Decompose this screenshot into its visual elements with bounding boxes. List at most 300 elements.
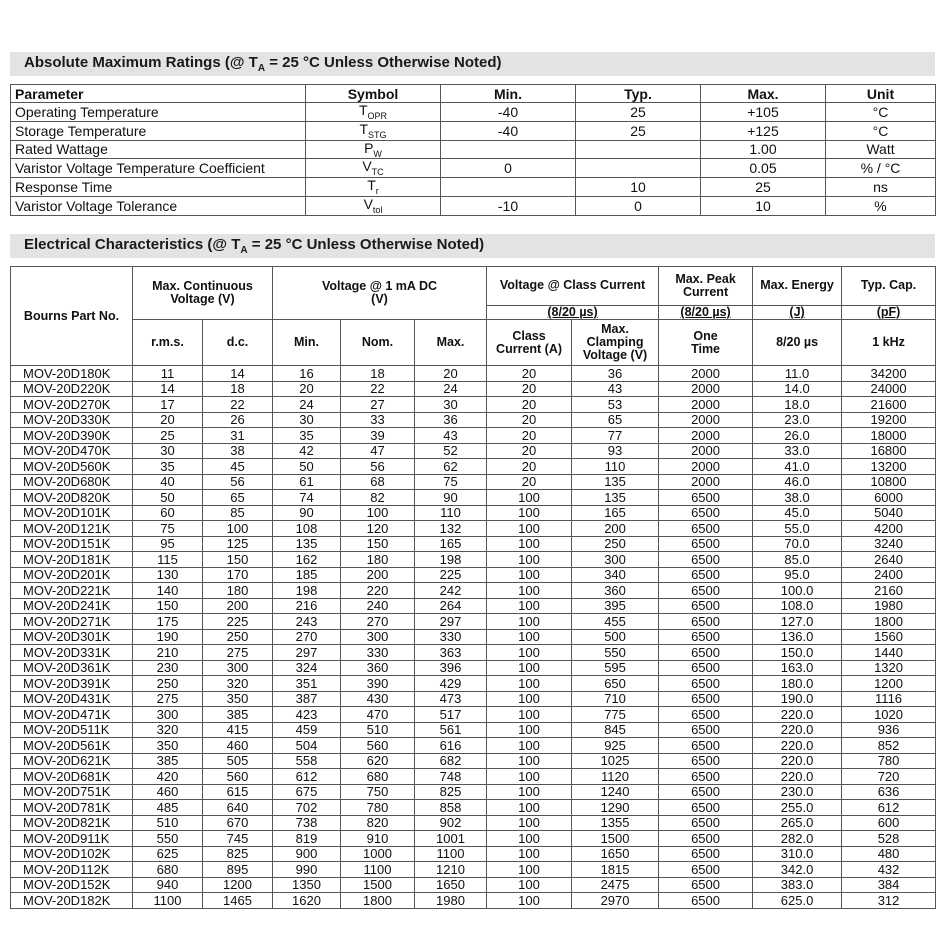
ec-cell-max: 396 — [415, 660, 487, 676]
ec-cell-part-no: MOV-20D152K — [11, 877, 133, 893]
ec-cell-rms: 1100 — [133, 893, 203, 909]
ec-cell-capacitance: 5040 — [842, 505, 936, 521]
ec-cell-min: 675 — [273, 784, 341, 800]
ec-cell-clamping-voltage: 135 — [572, 474, 659, 490]
ec-cell-max: 20 — [415, 366, 487, 382]
ec-row — [11, 738, 936, 754]
amr-row — [11, 159, 936, 178]
ec-cell-capacitance: 720 — [842, 769, 936, 785]
ec-cell-clamping-voltage: 2970 — [572, 893, 659, 909]
ec-cell-peak-current: 6500 — [659, 660, 753, 676]
ec-header-max: Max. — [415, 320, 487, 366]
ec-cell-part-no: MOV-20D560K — [11, 459, 133, 475]
ec-header-voltage-class: Voltage @ Class Current — [487, 267, 659, 306]
ec-cell-max: 429 — [415, 676, 487, 692]
ec-row — [11, 428, 936, 444]
ec-cell-part-no: MOV-20D221K — [11, 583, 133, 599]
ec-cell-rms: 40 — [133, 474, 203, 490]
ec-cell-class-current: 100 — [487, 784, 572, 800]
ec-cell-nom: 910 — [341, 831, 415, 847]
ec-cell-max: 36 — [415, 412, 487, 428]
ec-cell-clamping-voltage: 455 — [572, 614, 659, 630]
ec-cell-dc: 22 — [203, 397, 273, 413]
ec-cell-max: 297 — [415, 614, 487, 630]
ec-row — [11, 536, 936, 552]
amr-cell-typ: 0 — [576, 196, 701, 215]
ec-cell-dc: 300 — [203, 660, 273, 676]
ec-cell-dc: 150 — [203, 552, 273, 568]
ec-cell-capacitance: 1800 — [842, 614, 936, 630]
ec-cell-part-no: MOV-20D101K — [11, 505, 133, 521]
ec-row — [11, 707, 936, 723]
amr-symbol-subscript: tol — [372, 204, 383, 215]
ec-cell-max: 748 — [415, 769, 487, 785]
ec-row — [11, 784, 936, 800]
amr-cell-parameter: Rated Wattage — [11, 140, 306, 159]
ec-row — [11, 676, 936, 692]
ec-cell-capacitance: 6000 — [842, 490, 936, 506]
ec-cell-rms: 300 — [133, 707, 203, 723]
ec-cell-dc: 640 — [203, 800, 273, 816]
ec-row — [11, 691, 936, 707]
ec-cell-max: 132 — [415, 521, 487, 537]
ec-cell-capacitance: 312 — [842, 893, 936, 909]
amr-title — [24, 54, 502, 74]
ec-cell-dc: 26 — [203, 412, 273, 428]
amr-cell-unit: °C — [826, 103, 936, 122]
amr-symbol-letter: T — [367, 177, 376, 194]
ec-cell-nom: 47 — [341, 443, 415, 459]
ec-cell-part-no: MOV-20D301K — [11, 629, 133, 645]
ec-cell-rms: 50 — [133, 490, 203, 506]
ec-cell-min: 990 — [273, 862, 341, 878]
ec-row — [11, 459, 936, 475]
ec-cell-min: 24 — [273, 397, 341, 413]
ec-cell-min: 504 — [273, 738, 341, 754]
ec-cell-min: 74 — [273, 490, 341, 506]
ec-cell-clamping-voltage: 710 — [572, 691, 659, 707]
ec-cell-dc: 320 — [203, 676, 273, 692]
ec-header-row-3 — [11, 320, 936, 366]
ec-cell-energy: 45.0 — [753, 505, 842, 521]
ec-cell-dc: 65 — [203, 490, 273, 506]
ec-title-band — [10, 234, 935, 258]
amr-cell-min — [441, 178, 576, 197]
ec-cell-energy: 26.0 — [753, 428, 842, 444]
ec-cell-dc: 18 — [203, 381, 273, 397]
amr-cell-parameter: Operating Temperature — [11, 103, 306, 122]
ec-row — [11, 645, 936, 661]
amr-symbol-letter: P — [364, 140, 374, 156]
ec-cell-peak-current: 6500 — [659, 707, 753, 723]
ec-cell-energy: 255.0 — [753, 800, 842, 816]
ec-cell-nom: 560 — [341, 738, 415, 754]
ec-cell-min: 1350 — [273, 877, 341, 893]
ec-cell-peak-current: 6500 — [659, 583, 753, 599]
amr-symbol-subscript: STG — [368, 129, 387, 140]
ec-cell-max: 561 — [415, 722, 487, 738]
ec-cell-energy: 220.0 — [753, 753, 842, 769]
ec-cell-dc: 385 — [203, 707, 273, 723]
ec-cell-energy: 163.0 — [753, 660, 842, 676]
ec-cell-rms: 20 — [133, 412, 203, 428]
ec-cell-dc: 670 — [203, 815, 273, 831]
ec-row — [11, 505, 936, 521]
ec-header-class-current: Class Current (A) — [487, 320, 572, 366]
ec-cell-part-no: MOV-20D241K — [11, 598, 133, 614]
ec-cell-energy: 150.0 — [753, 645, 842, 661]
ec-cell-rms: 17 — [133, 397, 203, 413]
ec-header-voltage-1ma: Voltage @ 1 mA DC (V) — [273, 267, 487, 320]
ec-cell-energy: 220.0 — [753, 707, 842, 723]
ec-cell-clamping-voltage: 1240 — [572, 784, 659, 800]
ec-cell-part-no: MOV-20D621K — [11, 753, 133, 769]
ec-row — [11, 831, 936, 847]
amr-header-typ: Typ. — [576, 85, 701, 103]
ec-cell-clamping-voltage: 43 — [572, 381, 659, 397]
ec-cell-rms: 210 — [133, 645, 203, 661]
ec-cell-max: 682 — [415, 753, 487, 769]
ec-cell-class-current: 100 — [487, 893, 572, 909]
ec-cell-clamping-voltage: 77 — [572, 428, 659, 444]
ec-cell-max: 1100 — [415, 846, 487, 862]
ec-row — [11, 846, 936, 862]
ec-cell-max: 1210 — [415, 862, 487, 878]
ec-cell-nom: 820 — [341, 815, 415, 831]
amr-cell-typ — [576, 159, 701, 178]
amr-title-tail: = 25 °C Unless Otherwise Noted) — [265, 54, 502, 71]
amr-cell-max: +105 — [701, 103, 826, 122]
ec-cell-peak-current: 2000 — [659, 412, 753, 428]
ec-cell-rms: 115 — [133, 552, 203, 568]
amr-symbol-subscript: r — [375, 185, 379, 196]
ec-cell-clamping-voltage: 135 — [572, 490, 659, 506]
ec-cell-max: 616 — [415, 738, 487, 754]
ec-row — [11, 412, 936, 428]
ec-cell-energy: 41.0 — [753, 459, 842, 475]
ec-cell-capacitance: 600 — [842, 815, 936, 831]
ec-cell-min: 900 — [273, 846, 341, 862]
amr-row — [11, 178, 936, 197]
ec-cell-peak-current: 6500 — [659, 629, 753, 645]
ec-cell-peak-current: 6500 — [659, 877, 753, 893]
ec-cell-max: 330 — [415, 629, 487, 645]
amr-cell-symbol — [306, 103, 441, 122]
ec-cell-peak-current: 6500 — [659, 893, 753, 909]
amr-cell-symbol — [306, 121, 441, 140]
ec-cell-dc: 225 — [203, 614, 273, 630]
ec-cell-nom: 18 — [341, 366, 415, 382]
ec-cell-min: 20 — [273, 381, 341, 397]
ec-cell-rms: 275 — [133, 691, 203, 707]
ec-cell-part-no: MOV-20D561K — [11, 738, 133, 754]
ec-cell-peak-current: 6500 — [659, 490, 753, 506]
ec-cell-energy: 342.0 — [753, 862, 842, 878]
amr-cell-typ: 10 — [576, 178, 701, 197]
ec-cell-peak-current: 2000 — [659, 428, 753, 444]
ec-cell-nom: 1500 — [341, 877, 415, 893]
ec-cell-dc: 180 — [203, 583, 273, 599]
ec-cell-rms: 510 — [133, 815, 203, 831]
ec-cell-capacitance: 4200 — [842, 521, 936, 537]
ec-cell-capacitance: 480 — [842, 846, 936, 862]
amr-header-symbol: Symbol — [306, 85, 441, 103]
ec-cell-energy: 127.0 — [753, 614, 842, 630]
ec-cell-part-no: MOV-20D201K — [11, 567, 133, 583]
ec-cell-energy: 265.0 — [753, 815, 842, 831]
ec-cell-part-no: MOV-20D182K — [11, 893, 133, 909]
amr-cell-parameter: Response Time — [11, 178, 306, 197]
amr-cell-min — [441, 140, 576, 159]
ec-cell-peak-current: 6500 — [659, 753, 753, 769]
ec-cell-min: 185 — [273, 567, 341, 583]
ec-cell-clamping-voltage: 300 — [572, 552, 659, 568]
ec-cell-dc: 170 — [203, 567, 273, 583]
ec-cell-class-current: 100 — [487, 862, 572, 878]
ec-cell-clamping-voltage: 53 — [572, 397, 659, 413]
ec-cell-min: 612 — [273, 769, 341, 785]
amr-title-band — [10, 52, 935, 76]
ec-title — [24, 236, 484, 256]
ec-cell-class-current: 100 — [487, 707, 572, 723]
ec-cell-energy: 190.0 — [753, 691, 842, 707]
ec-cell-min: 423 — [273, 707, 341, 723]
ec-cell-energy: 282.0 — [753, 831, 842, 847]
ec-cell-class-current: 100 — [487, 552, 572, 568]
ec-cell-clamping-voltage: 1815 — [572, 862, 659, 878]
ec-cell-peak-current: 6500 — [659, 784, 753, 800]
ec-cell-class-current: 100 — [487, 490, 572, 506]
ec-cell-part-no: MOV-20D391K — [11, 676, 133, 692]
ec-header-peak-current: Max. Peak Current — [659, 267, 753, 306]
ec-cell-peak-current: 6500 — [659, 676, 753, 692]
amr-cell-parameter: Storage Temperature — [11, 121, 306, 140]
ec-cell-class-current: 100 — [487, 753, 572, 769]
ec-cell-clamping-voltage: 1650 — [572, 846, 659, 862]
ec-cell-dc: 615 — [203, 784, 273, 800]
ec-cell-clamping-voltage: 340 — [572, 567, 659, 583]
ec-cell-rms: 350 — [133, 738, 203, 754]
ec-cell-class-current: 20 — [487, 459, 572, 475]
ec-cell-capacitance: 13200 — [842, 459, 936, 475]
ec-cell-max: 858 — [415, 800, 487, 816]
ec-cell-capacitance: 936 — [842, 722, 936, 738]
ec-cell-rms: 230 — [133, 660, 203, 676]
ec-row — [11, 893, 936, 909]
ec-cell-min: 297 — [273, 645, 341, 661]
ec-cell-part-no: MOV-20D390K — [11, 428, 133, 444]
ec-cell-capacitance: 1560 — [842, 629, 936, 645]
ec-cell-max: 165 — [415, 536, 487, 552]
ec-cell-part-no: MOV-20D470K — [11, 443, 133, 459]
ec-cell-class-current: 100 — [487, 629, 572, 645]
ec-cell-part-no: MOV-20D180K — [11, 366, 133, 382]
ec-cell-energy: 55.0 — [753, 521, 842, 537]
ec-cell-class-current: 20 — [487, 474, 572, 490]
ec-cell-rms: 420 — [133, 769, 203, 785]
ec-cell-class-current: 100 — [487, 660, 572, 676]
ec-cell-class-current: 100 — [487, 505, 572, 521]
ec-cell-energy: 108.0 — [753, 598, 842, 614]
ec-cell-part-no: MOV-20D751K — [11, 784, 133, 800]
ec-cell-min: 1620 — [273, 893, 341, 909]
ec-cell-max: 75 — [415, 474, 487, 490]
ec-cell-capacitance: 3240 — [842, 536, 936, 552]
ec-cell-rms: 14 — [133, 381, 203, 397]
ec-cell-rms: 11 — [133, 366, 203, 382]
amr-cell-typ: 25 — [576, 121, 701, 140]
ec-cell-max: 90 — [415, 490, 487, 506]
ec-cell-nom: 360 — [341, 660, 415, 676]
ec-cell-nom: 82 — [341, 490, 415, 506]
amr-header-unit: Unit — [826, 85, 936, 103]
ec-cell-rms: 140 — [133, 583, 203, 599]
amr-cell-unit: % — [826, 196, 936, 215]
ec-cell-nom: 100 — [341, 505, 415, 521]
amr-cell-max: 10 — [701, 196, 826, 215]
ec-cell-rms: 175 — [133, 614, 203, 630]
ec-cell-min: 42 — [273, 443, 341, 459]
ec-cell-dc: 1465 — [203, 893, 273, 909]
ec-row — [11, 567, 936, 583]
ec-cell-rms: 75 — [133, 521, 203, 537]
ec-cell-min: 90 — [273, 505, 341, 521]
ec-cell-peak-current: 2000 — [659, 474, 753, 490]
ec-cell-min: 30 — [273, 412, 341, 428]
amr-header-min: Min. — [441, 85, 576, 103]
ec-cell-nom: 1000 — [341, 846, 415, 862]
ec-cell-part-no: MOV-20D471K — [11, 707, 133, 723]
ec-cell-clamping-voltage: 110 — [572, 459, 659, 475]
ec-cell-nom: 240 — [341, 598, 415, 614]
amr-cell-unit: Watt — [826, 140, 936, 159]
ec-cell-part-no: MOV-20D151K — [11, 536, 133, 552]
ec-cell-peak-current: 2000 — [659, 397, 753, 413]
ec-cell-min: 35 — [273, 428, 341, 444]
ec-cell-max: 24 — [415, 381, 487, 397]
ec-cell-peak-current: 6500 — [659, 800, 753, 816]
ec-cell-max: 30 — [415, 397, 487, 413]
ec-cell-max: 517 — [415, 707, 487, 723]
ec-cell-capacitance: 16800 — [842, 443, 936, 459]
ec-cell-class-current: 100 — [487, 738, 572, 754]
ec-cell-part-no: MOV-20D511K — [11, 722, 133, 738]
electrical-characteristics-table — [10, 266, 936, 909]
ec-cell-clamping-voltage: 595 — [572, 660, 659, 676]
ec-cell-part-no: MOV-20D781K — [11, 800, 133, 816]
amr-cell-symbol — [306, 159, 441, 178]
ec-cell-part-no: MOV-20D431K — [11, 691, 133, 707]
ec-cell-max: 1001 — [415, 831, 487, 847]
ec-cell-nom: 680 — [341, 769, 415, 785]
ec-cell-class-current: 100 — [487, 521, 572, 537]
ec-cell-class-current: 100 — [487, 846, 572, 862]
ec-cell-max: 198 — [415, 552, 487, 568]
ec-cell-dc: 895 — [203, 862, 273, 878]
amr-cell-parameter: Varistor Voltage Temperature Coefficient — [11, 159, 306, 178]
ec-cell-rms: 625 — [133, 846, 203, 862]
ec-row — [11, 769, 936, 785]
ec-cell-peak-current: 2000 — [659, 459, 753, 475]
ec-cell-min: 459 — [273, 722, 341, 738]
ec-cell-max: 1650 — [415, 877, 487, 893]
ec-header-typ-cap: Typ. Cap. — [842, 267, 936, 306]
ec-cell-min: 198 — [273, 583, 341, 599]
ec-cell-dc: 825 — [203, 846, 273, 862]
ec-cell-dc: 745 — [203, 831, 273, 847]
ec-cell-min: 135 — [273, 536, 341, 552]
ec-cell-max: 825 — [415, 784, 487, 800]
ec-cell-clamping-voltage: 500 — [572, 629, 659, 645]
ec-cell-min: 387 — [273, 691, 341, 707]
ec-cell-max: 52 — [415, 443, 487, 459]
ec-header-max-continuous: Max. Continuous Voltage (V) — [133, 267, 273, 320]
ec-cell-clamping-voltage: 1500 — [572, 831, 659, 847]
ec-cell-part-no: MOV-20D680K — [11, 474, 133, 490]
ec-cell-dc: 460 — [203, 738, 273, 754]
ec-cell-energy: 18.0 — [753, 397, 842, 413]
ec-header-row-1 — [11, 267, 936, 306]
ec-row — [11, 490, 936, 506]
ec-cell-energy: 625.0 — [753, 893, 842, 909]
ec-row — [11, 614, 936, 630]
ec-cell-rms: 95 — [133, 536, 203, 552]
ec-cell-peak-current: 6500 — [659, 598, 753, 614]
ec-cell-min: 243 — [273, 614, 341, 630]
ec-cell-clamping-voltage: 93 — [572, 443, 659, 459]
ec-cell-max: 110 — [415, 505, 487, 521]
ec-cell-nom: 390 — [341, 676, 415, 692]
ec-cell-capacitance: 636 — [842, 784, 936, 800]
ec-cell-part-no: MOV-20D911K — [11, 831, 133, 847]
ec-cell-nom: 180 — [341, 552, 415, 568]
ec-cell-rms: 320 — [133, 722, 203, 738]
ec-cell-capacitance: 18000 — [842, 428, 936, 444]
ec-header-nom: Nom. — [341, 320, 415, 366]
ec-cell-clamping-voltage: 1290 — [572, 800, 659, 816]
ec-cell-energy: 220.0 — [753, 738, 842, 754]
ec-cell-clamping-voltage: 1355 — [572, 815, 659, 831]
ec-row — [11, 397, 936, 413]
ec-cell-peak-current: 6500 — [659, 769, 753, 785]
ec-cell-energy: 23.0 — [753, 412, 842, 428]
amr-row — [11, 140, 936, 159]
ec-cell-nom: 120 — [341, 521, 415, 537]
amr-symbol-letter: V — [362, 158, 372, 175]
amr-cell-max: 1.00 — [701, 140, 826, 159]
ec-cell-class-current: 100 — [487, 877, 572, 893]
ec-cell-class-current: 100 — [487, 598, 572, 614]
ec-cell-capacitance: 432 — [842, 862, 936, 878]
amr-symbol-subscript: TC — [371, 167, 384, 178]
amr-row — [11, 103, 936, 122]
ec-cell-part-no: MOV-20D220K — [11, 381, 133, 397]
amr-cell-typ: 25 — [576, 103, 701, 122]
ec-cell-clamping-voltage: 1120 — [572, 769, 659, 785]
ec-cell-min: 738 — [273, 815, 341, 831]
ec-cell-max: 1980 — [415, 893, 487, 909]
ec-cell-nom: 780 — [341, 800, 415, 816]
amr-cell-min: -40 — [441, 103, 576, 122]
ec-cell-dc: 38 — [203, 443, 273, 459]
ec-cell-part-no: MOV-20D112K — [11, 862, 133, 878]
ec-header-dc: d.c. — [203, 320, 273, 366]
ec-cell-energy: 180.0 — [753, 676, 842, 692]
ec-cell-peak-current: 6500 — [659, 846, 753, 862]
ec-header-max-clamping: Max. Clamping Voltage (V) — [572, 320, 659, 366]
ec-cell-capacitance: 1200 — [842, 676, 936, 692]
ec-cell-peak-current: 6500 — [659, 691, 753, 707]
